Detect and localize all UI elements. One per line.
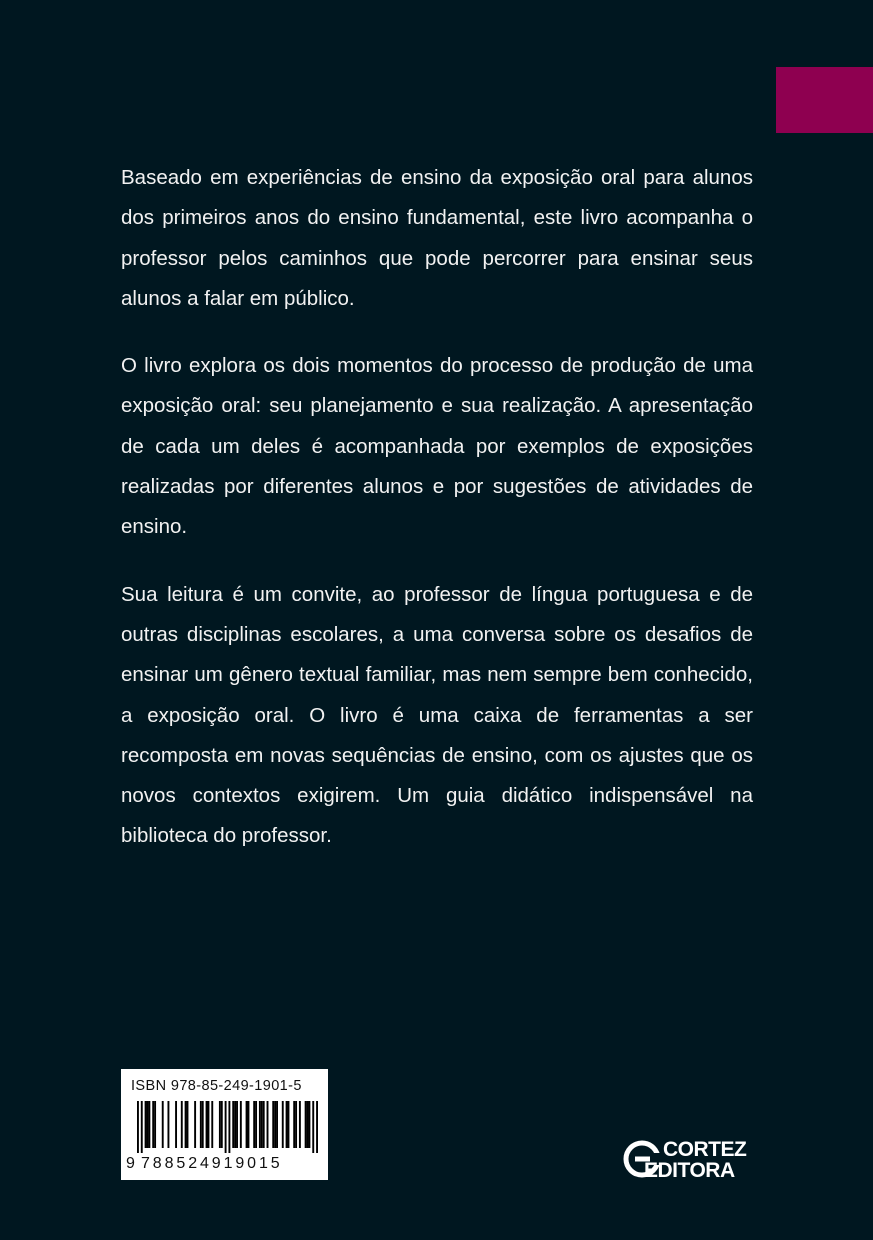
barcode-bar: [185, 1101, 187, 1148]
isbn-barcode: [121, 1069, 328, 1180]
barcode-bar: [200, 1101, 202, 1148]
barcode-bar: [137, 1101, 139, 1153]
barcode-bar: [316, 1101, 318, 1153]
barcode-bar: [152, 1101, 154, 1148]
barcode-bar: [312, 1101, 314, 1153]
barcode-bar: [248, 1101, 250, 1148]
publisher-subname: EDITORA: [644, 1159, 735, 1182]
barcode-digits: 788524919015: [141, 1155, 283, 1172]
barcode-bar: [148, 1101, 150, 1148]
back-cover-blurb: [121, 158, 753, 884]
barcode-bar: [282, 1101, 284, 1148]
barcode-bar: [219, 1101, 221, 1148]
barcode-bar: [194, 1101, 196, 1148]
barcode-bar: [255, 1101, 257, 1148]
barcode-bar: [240, 1101, 242, 1148]
barcode-bar: [261, 1101, 263, 1148]
barcode-bar: [263, 1101, 265, 1148]
barcode-bar: [259, 1101, 261, 1148]
barcode-bar: [225, 1101, 227, 1153]
isbn-label: ISBN 978-85-249-1901-5: [131, 1078, 302, 1094]
barcode-bar: [141, 1101, 143, 1153]
barcode-bar: [206, 1101, 208, 1148]
barcode-bar: [246, 1101, 248, 1148]
blurb-paragraph-1: Baseado em experiências de ensino da exposição oral para alunos dos primeiros anos do ensino fundamental, este livro acompanha o professor pelos caminhos que pode percorrer para ensinar seus alunos a falar em público.: [121, 166, 753, 310]
barcode-bar: [286, 1101, 288, 1148]
barcode-bar: [162, 1101, 164, 1148]
barcode-bar: [202, 1101, 204, 1148]
barcode-bar: [308, 1101, 310, 1148]
barcode-bar: [147, 1101, 149, 1148]
barcode-bars: [137, 1101, 318, 1153]
barcode-bars-graphic: [137, 1101, 318, 1153]
barcode-bar: [234, 1101, 236, 1148]
barcode-bar: [267, 1101, 269, 1148]
barcode-bar: [288, 1101, 290, 1148]
accent-tab: [776, 67, 873, 133]
barcode-bar: [181, 1101, 183, 1148]
barcode-digit-first: 9: [126, 1155, 135, 1172]
barcode-bar: [145, 1101, 147, 1148]
barcode-bar: [272, 1101, 274, 1148]
barcode-bar: [236, 1101, 238, 1148]
blurb-paragraph-3: Sua leitura é um convite, ao professor de língua portuguesa e de outras disciplinas escolares, a uma conversa sobre os desafios de ensinar um gênero textual familiar, mas nem sempre bem conhecido, a exposição oral. O livro é uma caixa de ferramentas a ser recomposta em novas sequências de ensino, com os ajustes que os novos contextos exigirem. Um guia didático indispensável na biblioteca do professor.: [121, 582, 753, 848]
barcode-bar: [253, 1101, 255, 1148]
barcode-bar: [274, 1101, 276, 1148]
barcode-bar: [211, 1101, 213, 1148]
barcode-bar: [293, 1101, 295, 1148]
barcode-bar: [175, 1101, 177, 1148]
barcode-bar: [228, 1101, 230, 1153]
barcode-bar: [305, 1101, 307, 1148]
barcode-bar: [299, 1101, 301, 1148]
barcode-bar: [307, 1101, 309, 1148]
barcode-bar: [276, 1101, 278, 1148]
blurb-paragraph-2: O livro explora os dois momentos do processo de produção de uma exposição oral: seu planejamento e sua realização. A apresentação de cada um deles é acompanhada por exemplos de exposições realizadas por diferentes alunos e por sugestões de atividades de ensino.: [121, 354, 753, 539]
barcode-bar: [187, 1101, 189, 1148]
barcode-bar: [295, 1101, 297, 1148]
barcode-bar: [207, 1101, 209, 1148]
publisher-logo: [622, 1137, 762, 1185]
publisher-name: CORTEZ: [663, 1138, 747, 1161]
barcode-bar: [221, 1101, 223, 1148]
barcode-bar: [154, 1101, 156, 1148]
barcode-bar: [167, 1101, 169, 1148]
barcode-bar: [232, 1101, 234, 1148]
